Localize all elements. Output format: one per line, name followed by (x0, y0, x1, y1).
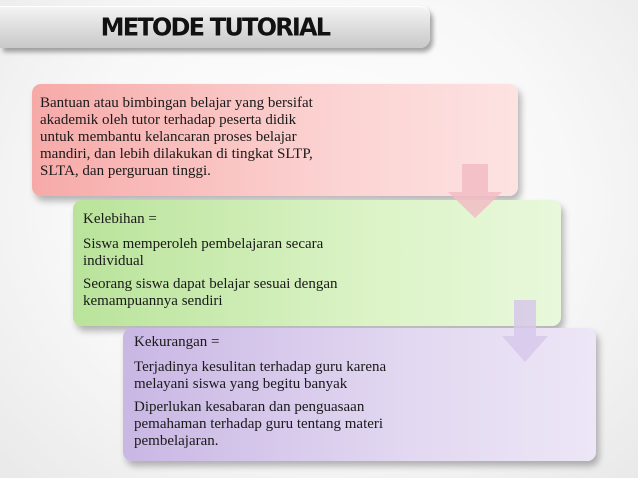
arrow-shape (448, 164, 502, 218)
kekurangan-heading: Kekurangan = (134, 334, 220, 350)
text-line: pemahaman terhadap guru tentang materi (134, 416, 384, 432)
text-line: Diperlukan kesabaran dan penguasaan (134, 399, 365, 415)
text-line: Seorang siswa dapat belajar sesuai dengan (83, 276, 338, 292)
text-line: Siswa memperoleh pembelajaran secara (83, 236, 324, 252)
title-banner (0, 6, 430, 48)
definition-paragraph (40, 95, 380, 180)
text-line: pembelajaran. (134, 433, 219, 449)
down-arrow-icon (500, 300, 550, 364)
down-arrow-icon (446, 164, 504, 220)
text-line: mandiri, dan lebih dilakukan di tingkat SLTP, (40, 146, 313, 162)
kelebihan-item (83, 236, 413, 270)
kelebihan-content (83, 211, 413, 316)
kekurangan-item (134, 359, 454, 393)
text-line: SLTA, dan perguruan tinggi. (40, 163, 211, 179)
kelebihan-heading: Kelebihan = (83, 211, 157, 227)
definition-text (40, 95, 380, 180)
page-title: METODE TUTORIAL (100, 12, 330, 42)
arrow-shape (502, 300, 548, 362)
kekurangan-item (134, 399, 454, 450)
kekurangan-content (134, 334, 454, 456)
text-line: individual (83, 253, 144, 269)
text-line: Bantuan atau bimbingan belajar yang bersifat (40, 95, 313, 111)
text-line: kemampuannya sendiri (83, 293, 223, 309)
kelebihan-item (83, 276, 413, 310)
text-line: Terjadinya kesulitan terhadap guru karena (134, 359, 387, 375)
text-line: melayani siswa yang begitu banyak (134, 376, 348, 392)
text-line: untuk membantu kelancaran proses belajar (40, 129, 297, 145)
text-line: akademik oleh tutor terhadap peserta didik (40, 112, 297, 128)
